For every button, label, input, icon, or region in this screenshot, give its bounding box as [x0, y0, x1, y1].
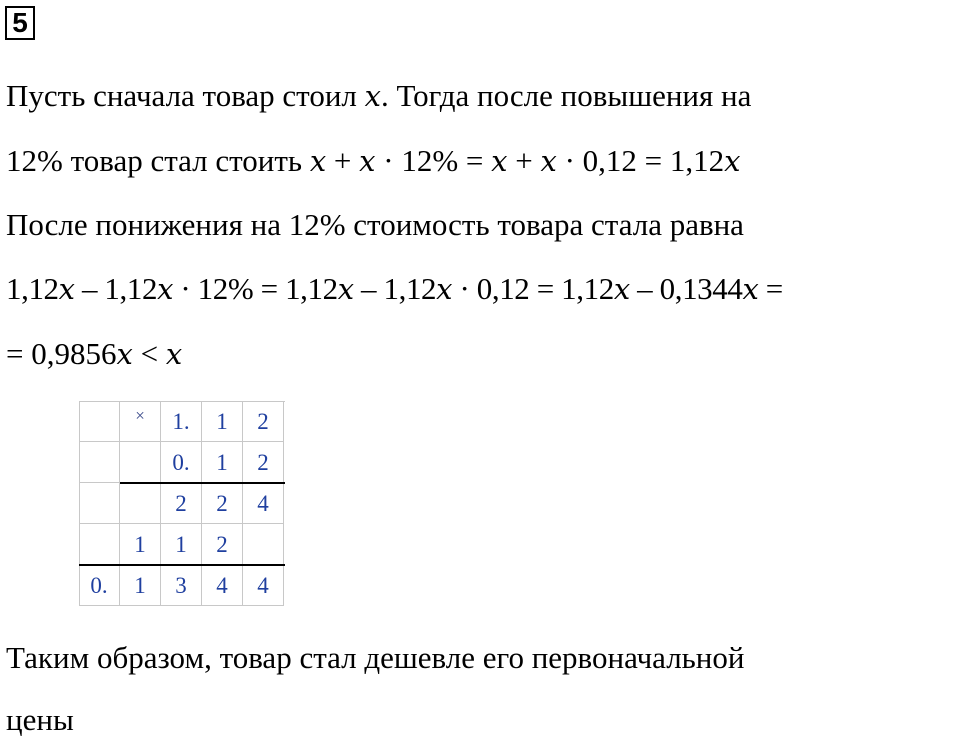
grid-cell: 3 — [161, 565, 202, 606]
text-segment: 12% товар стал стоить — [6, 143, 310, 178]
grid-cell: 4 — [243, 565, 284, 606]
variable-x: x — [165, 337, 183, 371]
text-segment: 1,12 — [6, 271, 59, 306]
grid-cell — [243, 524, 284, 565]
variable-x: x — [359, 144, 376, 178]
text-line-1 — [6, 78, 751, 114]
text-segment: · 0,12 = 1,12 — [452, 271, 614, 306]
variable-x: x — [337, 272, 354, 306]
grid-cell: 2 — [161, 483, 202, 524]
text-segment: = — [758, 271, 783, 306]
variable-x: x — [58, 272, 75, 306]
grid-cell — [120, 442, 161, 483]
variable-x: x — [436, 272, 453, 306]
variable-x: x — [540, 144, 557, 178]
text-segment: < — [132, 336, 166, 371]
variable-x: x — [364, 79, 381, 113]
text-segment: · 12% = — [375, 143, 492, 178]
text-segment: · 12% = 1,12 — [173, 271, 338, 306]
variable-x: x — [116, 337, 133, 371]
task-number: 5 — [5, 6, 35, 40]
conclusion-line-2: цены — [6, 702, 74, 737]
grid-cell: 4 — [202, 565, 243, 606]
grid-cell: 2 — [243, 442, 284, 483]
grid-cell — [79, 442, 120, 483]
grid-cell: 1. — [161, 401, 202, 442]
grid-cell: 4 — [243, 483, 284, 524]
grid-cell: 1 — [161, 524, 202, 565]
product-underline — [79, 564, 285, 566]
grid-cell: 2 — [243, 401, 284, 442]
text-segment: Пусть сначала товар стоил — [6, 78, 365, 113]
grid-cell — [79, 524, 120, 565]
text-segment: – 1,12 — [74, 271, 158, 306]
grid-cell — [79, 483, 120, 524]
text-line-4 — [6, 271, 783, 307]
text-segment: + — [326, 143, 360, 178]
grid-cell: 0. — [161, 442, 202, 483]
text-segment: · 0,12 = 1,12 — [556, 143, 725, 178]
grid-cell: 1 — [120, 565, 161, 606]
text-segment: . Тогда после повышения на — [381, 78, 752, 113]
variable-x: x — [724, 144, 741, 178]
text-segment: – 1,12 — [353, 271, 437, 306]
grid-cell — [120, 483, 161, 524]
grid-cell: 2 — [202, 483, 243, 524]
grid-cell: 1 — [202, 442, 243, 483]
variable-x: x — [613, 272, 630, 306]
grid-cell — [79, 401, 120, 442]
text-segment: После понижения на 12% стоимость товара стала равна — [6, 207, 744, 242]
conclusion-line-1: Таким образом, товар стал дешевле его первоначальной — [6, 640, 745, 675]
factor-underline — [120, 482, 285, 484]
text-line-5 — [6, 336, 182, 372]
grid-cell: 1 — [120, 524, 161, 565]
text-line-2 — [6, 143, 741, 179]
multiplication-grid — [79, 401, 285, 606]
grid-cell: 0. — [79, 565, 120, 606]
text-line-3 — [6, 207, 744, 243]
text-segment: + — [507, 143, 541, 178]
variable-x: x — [742, 272, 759, 306]
grid-cell: 2 — [202, 524, 243, 565]
text-segment: = 0,9856 — [6, 336, 117, 371]
variable-x: x — [157, 272, 174, 306]
variable-x: x — [309, 144, 327, 178]
multiply-sign: × — [120, 401, 161, 442]
text-segment: – 0,1344 — [629, 271, 743, 306]
grid-cell: 1 — [202, 401, 243, 442]
variable-x: x — [491, 144, 508, 178]
